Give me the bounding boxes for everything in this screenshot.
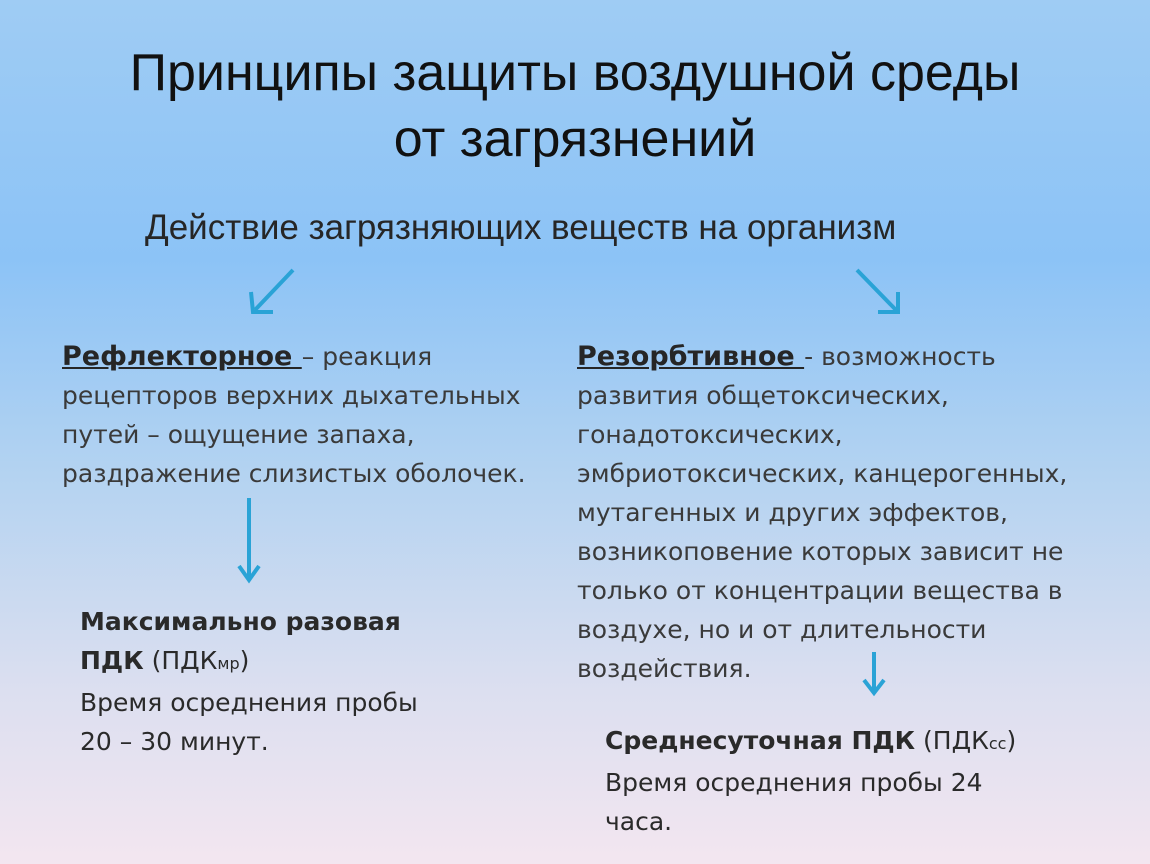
arrow-down-icon <box>236 496 266 586</box>
pdk-close: ) <box>1006 726 1017 755</box>
reflex-term: Рефлекторное <box>62 341 302 372</box>
arrow-down-left-icon <box>245 266 300 318</box>
reflex-action-block <box>62 337 542 493</box>
pdk-subscript: сс <box>988 734 1007 753</box>
subtitle: Действие загрязняющих веществ на организм <box>145 208 897 247</box>
daily-avg-pdk-label: Среднесуточная ПДК <box>605 726 916 755</box>
resorptive-description: возможность развития общетоксических, гонадотоксических, эмбриотоксических, канцерогенных, мутагенных и других эффектов, возникоповение которых зависит не только от концентрации вещества в воздухе, но и от длительности воздействия. <box>577 342 1068 683</box>
averaging-time-text: Время осреднения пробы 24 часа. <box>605 768 983 836</box>
title-line-1: Принципы защиты воздушной среды <box>129 44 1021 102</box>
arrow-down-right-icon <box>852 266 907 318</box>
resorptive-action-block <box>577 337 1097 688</box>
max-single-pdk-label: Максимально разовая ПДК <box>80 607 401 675</box>
reflex-description: реакция рецепторов верхних дыхательных путей – ощущение запаха, раздражение слизистых оболочек. <box>62 342 526 488</box>
slide-title <box>0 40 1150 172</box>
title-line-2: от загрязнений <box>393 110 757 168</box>
separator: - <box>804 342 822 371</box>
pdk-close: ) <box>239 646 250 675</box>
daily-avg-pdk-note <box>605 721 1035 841</box>
averaging-time-text: Время осреднения пробы 20 – 30 минут. <box>80 688 418 756</box>
pdk-subscript: мр <box>217 654 240 673</box>
separator: – <box>301 342 323 371</box>
pdk-abbr: (ПДК <box>915 726 989 755</box>
max-single-pdk-note <box>80 602 440 761</box>
resorptive-term: Резорбтивное <box>577 341 805 372</box>
pdk-abbr: (ПДК <box>143 646 218 675</box>
